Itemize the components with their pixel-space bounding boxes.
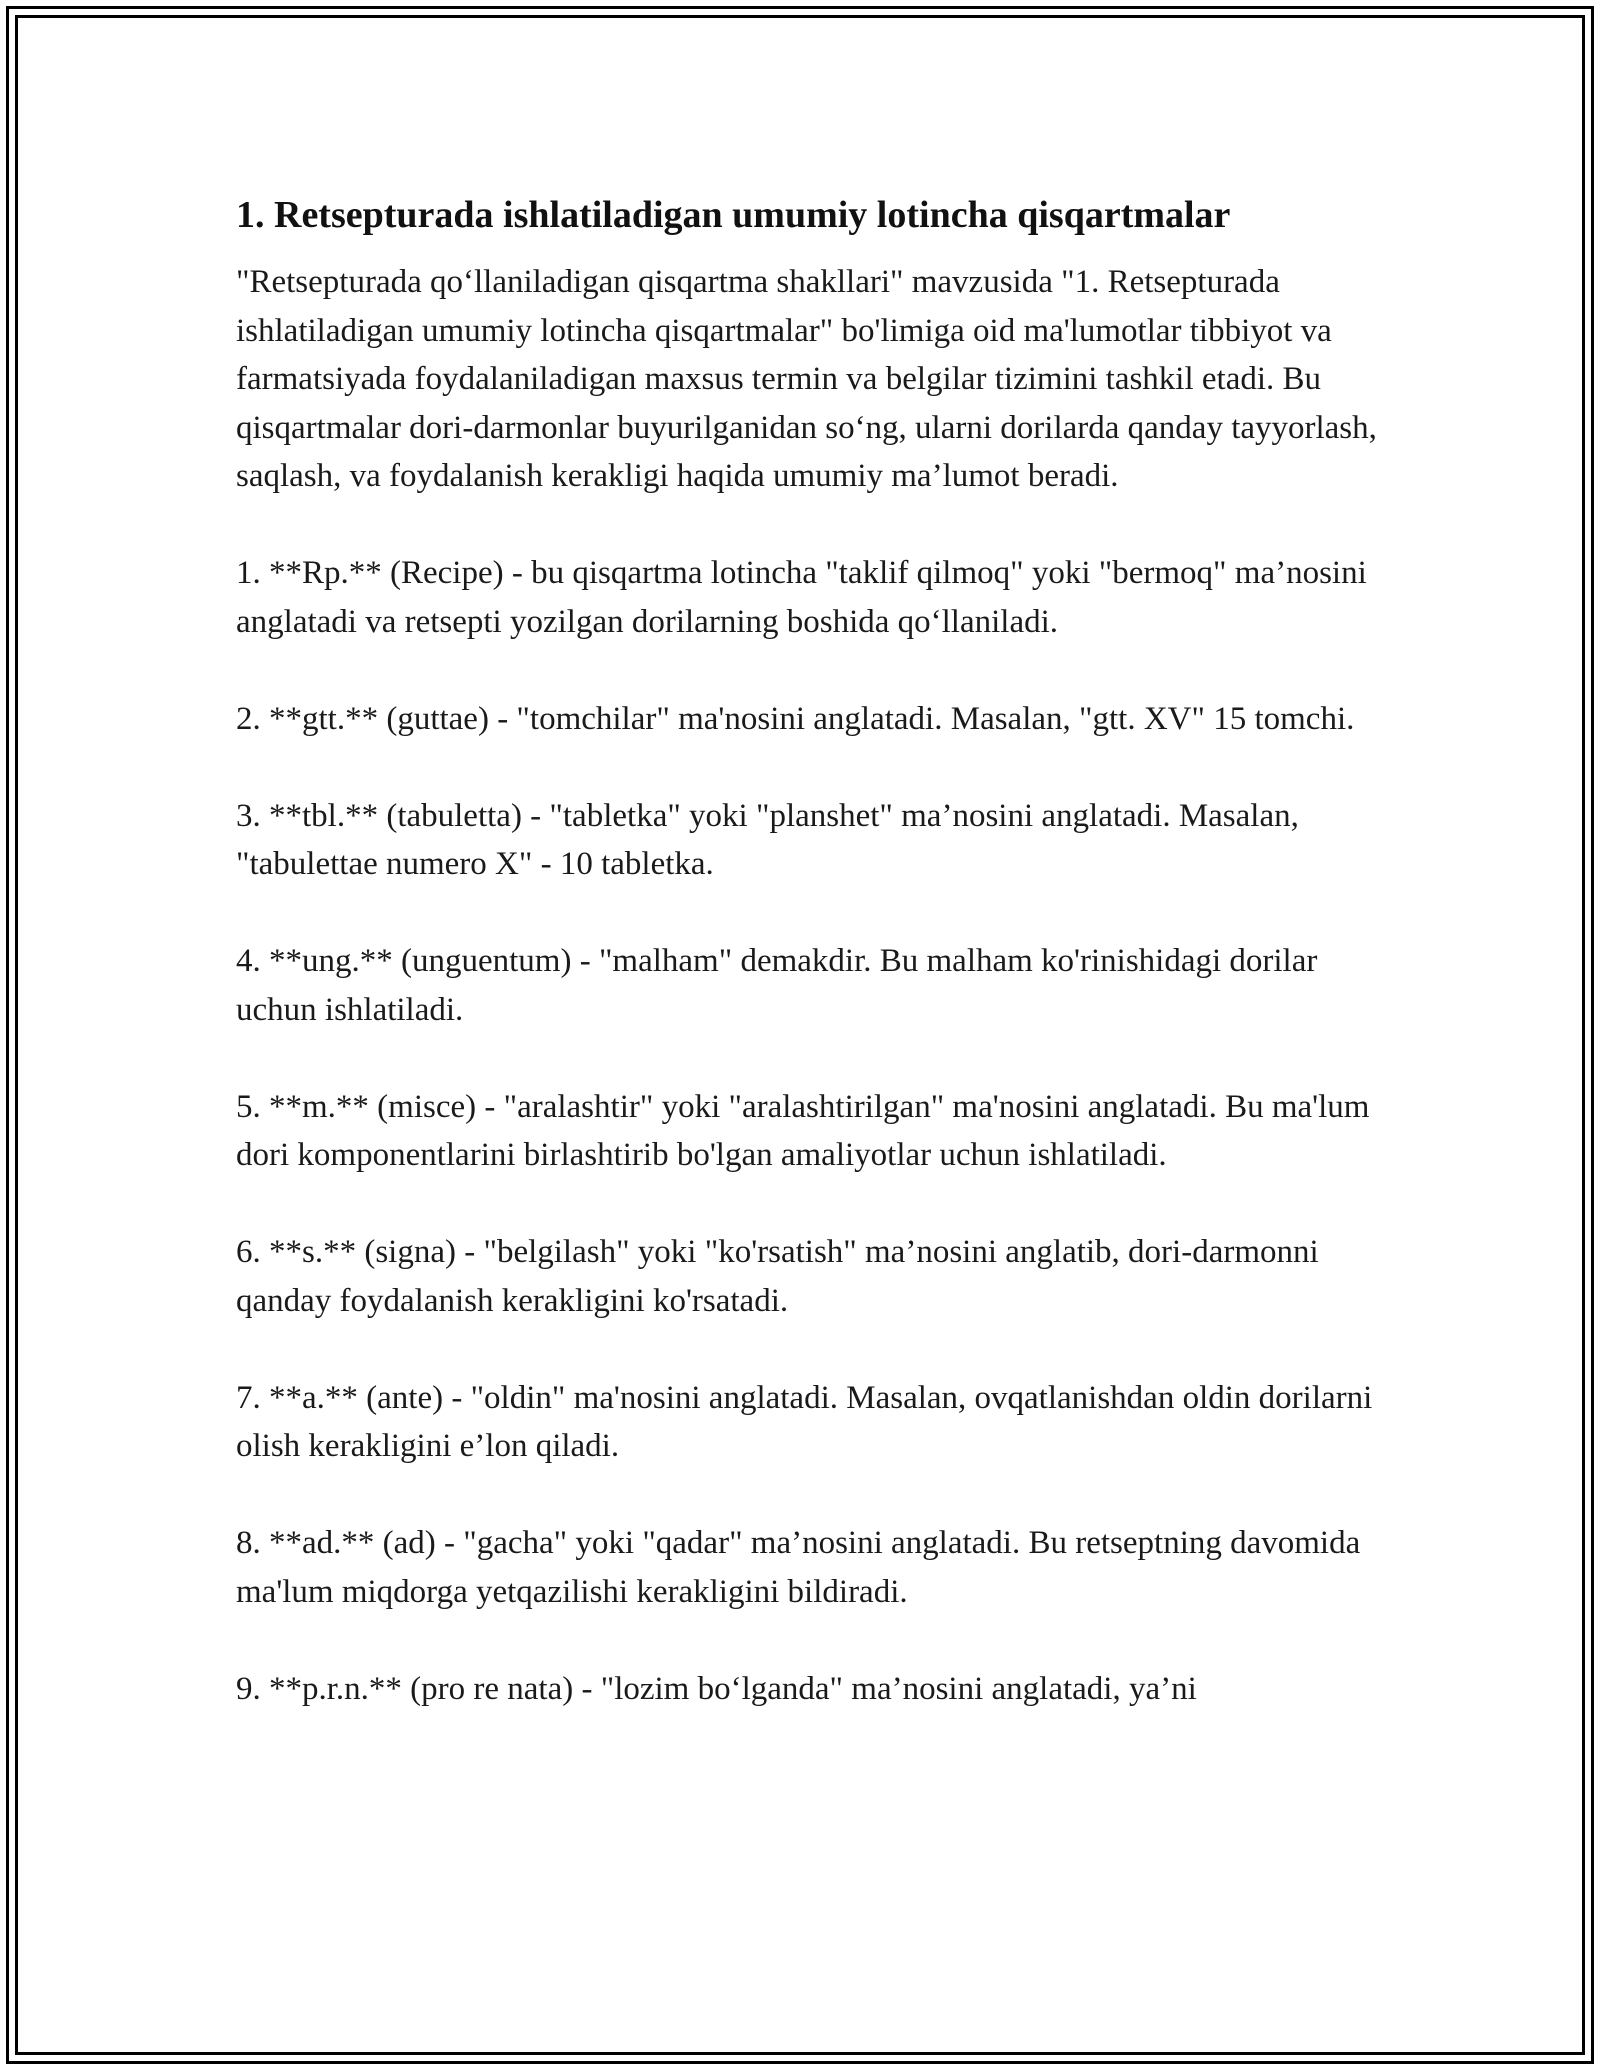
list-item-m: 5. **m.** (misce) - "aralashtir" yoki "aralashtirilgan" ma'nosini anglatadi. Bu ma'lum dori komponentlarini birlashtirib bo'lgan amaliyotlar uchun ishlatiladi. — [236, 1088, 1370, 1173]
paragraph-gap — [236, 1180, 1386, 1229]
list-item-s: 6. **s.** (signa) - "belgilash" yoki "ko'rsatish" ma’nosini anglatib, dori-darmonni qanday foydalanish kerakligini ko'rsatadi. — [236, 1234, 1319, 1319]
paragraph-gap — [236, 1325, 1386, 1374]
list-item-tbl: 3. **tbl.** (tabuletta) - "tabletka" yoki "planshet" ma’nosini anglatadi. Masalan, "tabulettae numero X" - 10 tabletka. — [236, 797, 1299, 882]
paragraph-gap — [236, 501, 1386, 550]
list-item-ad: 8. **ad.** (ad) - "gacha" yoki "qadar" ma’nosini anglatadi. Bu retseptning davomida ma'lum miqdorga yetqazilishi kerakligini bildiradi. — [236, 1525, 1361, 1610]
list-item-prn: 9. **p.r.n.** (pro re nata) - "lozim bo‘lganda" ma’nosini anglatadi, ya’ni — [236, 1670, 1197, 1707]
list-item-ung: 4. **ung.** (unguentum) - "malham" demakdir. Bu malham ko'rinishidagi dorilar uchun ishlatiladi. — [236, 943, 1318, 1028]
list-item-a: 7. **a.** (ante) - "oldin" ma'nosini anglatadi. Masalan, ovqatlanishdan oldin dorilarni olish kerakligini e’lon qiladi. — [236, 1379, 1373, 1464]
paragraph-gap — [236, 889, 1386, 938]
paragraph-gap — [236, 646, 1386, 695]
paragraph-gap — [236, 1616, 1386, 1665]
list-item-gtt: 2. **gtt.** (guttae) - "tomchilar" ma'nosini anglatadi. Masalan, "gtt. XV" 15 tomchi. — [236, 700, 1355, 737]
section-heading: 1. Retsepturada ishlatiladigan umumiy lotincha qisqartmalar — [236, 194, 1231, 236]
paragraph-gap — [236, 743, 1386, 792]
intro-paragraph: "Retsepturada qo‘llaniladigan qisqartma shakllari" mavzusida "1. Retsepturada ishlatiladigan umumiy lotincha qisqartmalar" bo'limiga oid ma'lumotlar tibbiyot va farmatsiyada foydalaniladigan maxsus termin va belgilar tizimini tashkil etadi. Bu qisqartmalar dori-darmonlar buyurilganidan so‘ng, ularni dorilarda qanday tayyorlash, saqlash, va foydalanish kerakligi haqida umumiy ma’lumot beradi. — [236, 264, 1377, 494]
list-item-rp: 1. **Rp.** (Recipe) - bu qisqartma lotincha "taklif qilmoq" yoki "bermoq" ma’nosini anglatadi va retsepti yozilgan dorilarning boshida qo‘llaniladi. — [236, 555, 1367, 640]
paragraph-gap — [236, 1034, 1386, 1083]
document-body — [236, 190, 1386, 1713]
paragraph-gap — [236, 1471, 1386, 1520]
